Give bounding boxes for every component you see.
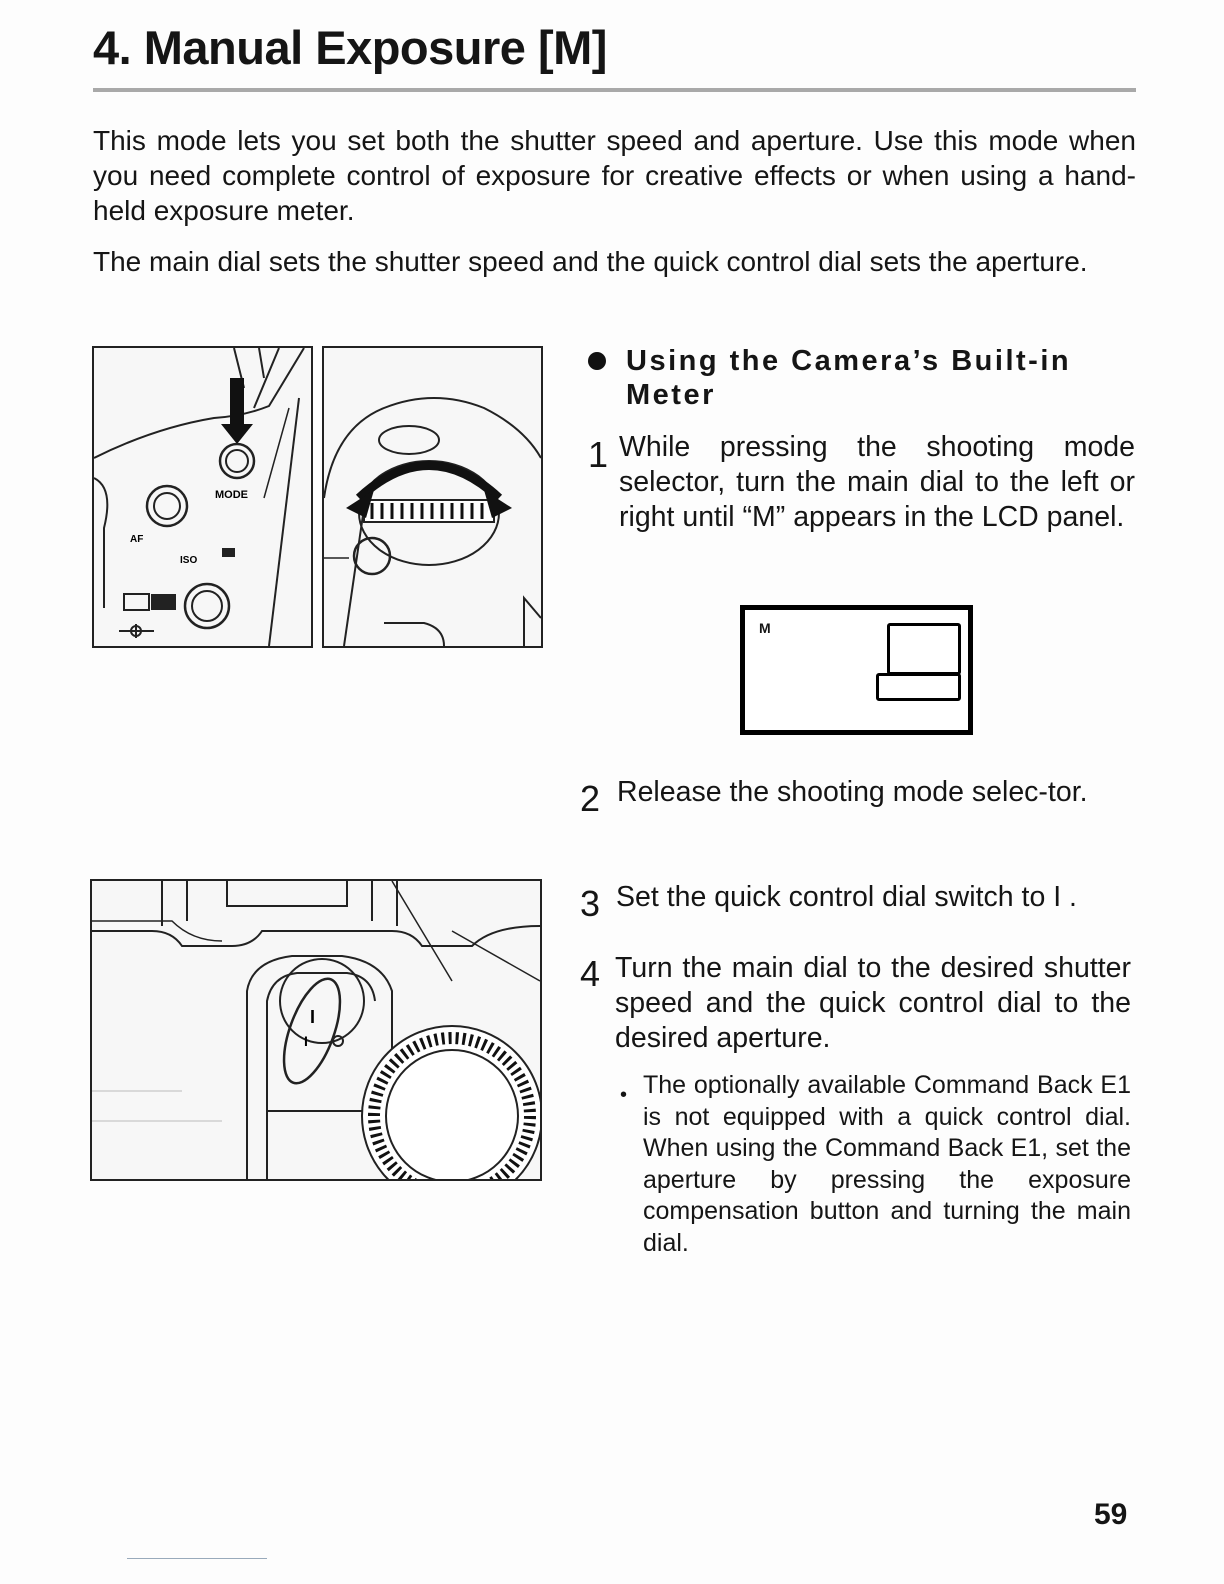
mode-label: MODE xyxy=(215,489,248,501)
section-heading: Using the Camera’s Built-in Meter xyxy=(626,345,1072,411)
step-3-text: Set the quick control dial switch to I . xyxy=(616,881,1077,913)
lcd-segment-upper xyxy=(887,623,961,675)
step-2-number: 2 xyxy=(580,778,601,819)
iso-label: ISO xyxy=(180,555,198,566)
section-bullet xyxy=(588,352,606,370)
figure-mode-button xyxy=(92,346,313,648)
step-4-number: 4 xyxy=(580,953,601,994)
lcd-segment-lower xyxy=(876,673,961,701)
intro-paragraph-2: The main dial sets the shutter speed and the quick control dial sets the aperture. xyxy=(93,246,1088,277)
svg-text:I: I xyxy=(310,1007,316,1027)
note-text: The optionally available Command Back E1 is not equipped with a quick control dial. When using the Command Back E1, set the aperture by pressing the exposure compensation button and turning the main dial. xyxy=(643,1071,1131,1257)
note-bullet: • xyxy=(620,1084,628,1106)
lcd-panel xyxy=(740,605,973,735)
step-1-text: While pressing the shooting mode selector, turn the main dial to the left or right until “M” appears in the LCD panel. xyxy=(619,431,1135,533)
footer-line xyxy=(127,1558,267,1559)
title-rule xyxy=(93,88,1136,92)
step-2-text: Release the shooting mode selec-tor. xyxy=(617,776,1088,808)
figure-quick-control-dial xyxy=(90,879,542,1181)
svg-text:I: I xyxy=(304,1033,308,1049)
step-3-number: 3 xyxy=(580,883,601,924)
figure-main-dial xyxy=(322,346,543,648)
step-1-number: 1 xyxy=(588,434,609,475)
lcd-mode-letter: M xyxy=(759,620,771,636)
page-title: 4. Manual Exposure [M] xyxy=(93,21,607,74)
af-label: AF xyxy=(130,534,144,545)
page-number: 59 xyxy=(1094,1498,1128,1531)
intro-paragraph-1: This mode lets you set both the shutter speed and aperture. Use this mode when you need complete control of exposure for creative effects or when using a hand-held exposure meter. xyxy=(93,125,1136,226)
step-4-text: Turn the main dial to the desired shutter speed and the quick control dial to the desired aperture. xyxy=(615,952,1131,1054)
